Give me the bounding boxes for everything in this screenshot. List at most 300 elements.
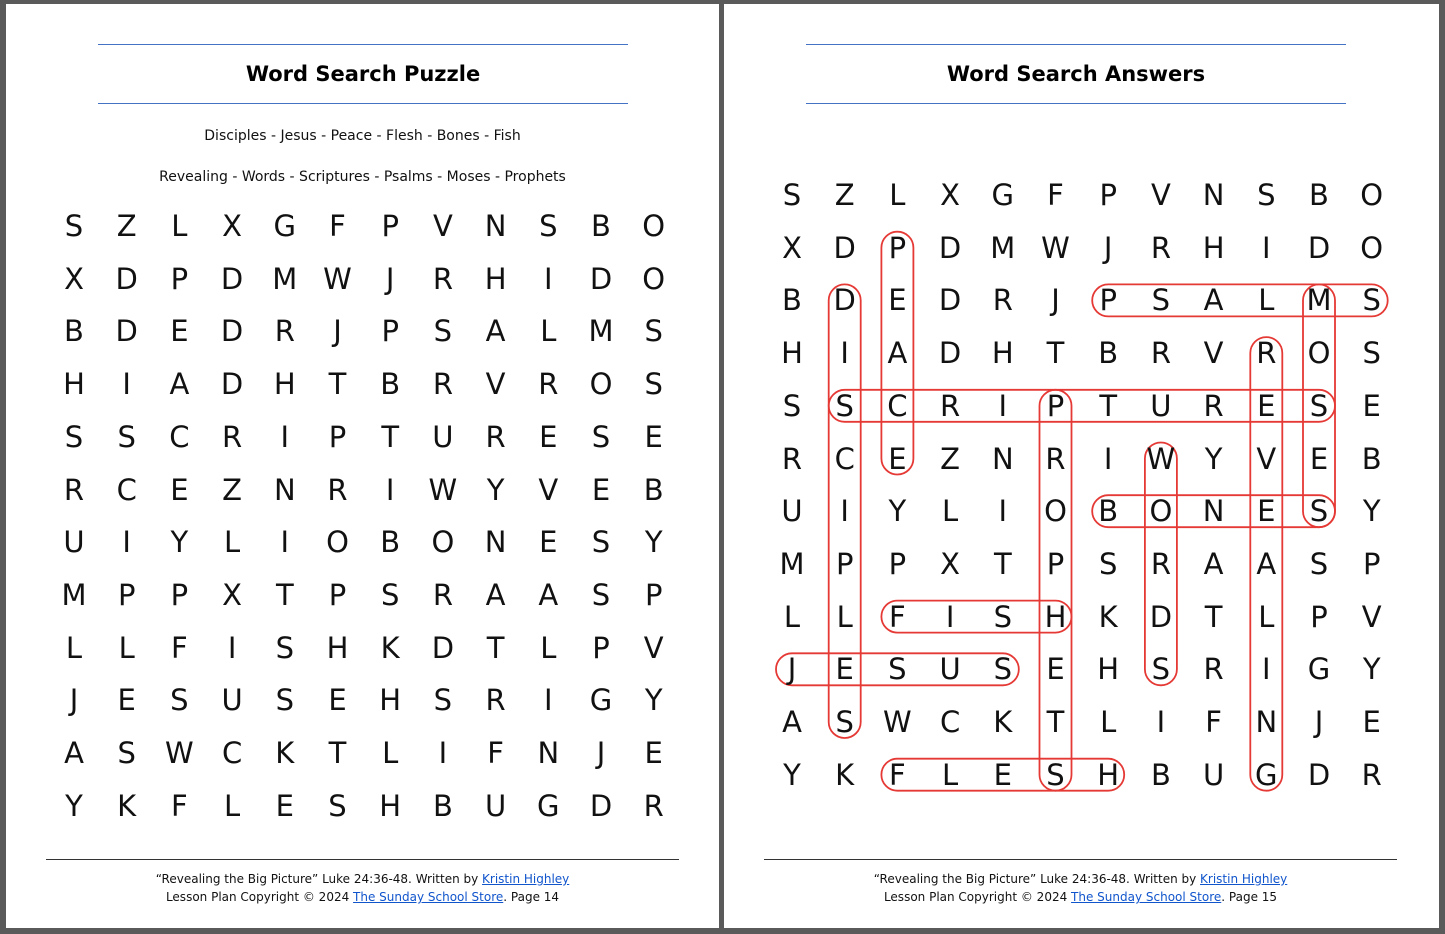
- answer-cell-r11-c1: K: [835, 757, 855, 792]
- puzzle-cell-r7-c1: P: [117, 577, 136, 612]
- puzzle-cell-r11-c9: G: [537, 788, 560, 823]
- puzzle-cell-r10-c2: W: [165, 736, 194, 770]
- puzzle-cell-r5-c6: I: [385, 472, 395, 507]
- puzzle-cell-r5-c5: R: [327, 472, 348, 507]
- answer-cell-r1-c11: O: [1360, 230, 1384, 265]
- answer-cell-r11-c7: B: [1150, 757, 1171, 792]
- puzzle-cell-r10-c7: I: [438, 736, 448, 770]
- puzzle-cell-r5-c3: Z: [222, 472, 243, 507]
- puzzle-cell-r2-c3: D: [220, 314, 244, 349]
- puzzle-cell-r0-c9: S: [539, 209, 558, 243]
- answer-cell-r5-c1: C: [834, 441, 855, 476]
- answer-cell-r9-c8: R: [1203, 652, 1224, 687]
- answer-cell-r5-c8: Y: [1204, 441, 1223, 476]
- answer-cell-r7-c11: P: [1362, 546, 1381, 581]
- puzzle-cell-r10-c1: S: [117, 736, 136, 770]
- puzzle-cell-r6-c0: U: [63, 525, 85, 560]
- answer-cell-r5-c6: I: [1103, 441, 1113, 476]
- puzzle-cell-r11-c7: B: [432, 788, 453, 823]
- answer-cell-r6-c7: O: [1149, 494, 1173, 529]
- answer-cell-r7-c8: A: [1203, 546, 1224, 581]
- answer-cell-r9-c1: E: [835, 652, 854, 687]
- answer-cell-r10-c9: N: [1255, 705, 1278, 739]
- author-link[interactable]: Kristin Highley: [482, 872, 570, 886]
- puzzle-cell-r7-c0: M: [61, 577, 87, 612]
- puzzle-cell-r0-c10: B: [591, 209, 611, 243]
- answer-cell-r8-c10: P: [1310, 599, 1328, 634]
- answer-cell-r2-c6: P: [1099, 283, 1117, 318]
- answer-cell-r4-c2: C: [887, 388, 908, 423]
- answer-cell-r1-c10: D: [1307, 230, 1331, 265]
- answer-cell-r3-c1: I: [840, 336, 849, 371]
- answer-cell-r10-c7: I: [1156, 705, 1166, 739]
- answer-cell-r5-c2: E: [888, 441, 907, 476]
- puzzle-cell-r11-c10: D: [589, 788, 613, 823]
- puzzle-cell-r1-c1: D: [115, 261, 138, 296]
- puzzle-cell-r6-c5: O: [326, 525, 349, 560]
- answer-cell-r5-c0: R: [781, 441, 803, 476]
- answer-cell-r6-c5: O: [1044, 494, 1067, 529]
- puzzle-cell-r4-c3: R: [222, 419, 243, 454]
- answer-cell-r10-c0: A: [782, 705, 802, 739]
- answer-cell-r2-c11: S: [1362, 283, 1381, 318]
- puzzle-cell-r4-c5: P: [328, 419, 347, 454]
- puzzle-cell-r8-c6: K: [380, 630, 400, 665]
- answer-cell-r8-c4: S: [993, 599, 1012, 634]
- answer-cell-r9-c2: S: [888, 652, 907, 687]
- puzzle-cell-r5-c11: B: [643, 472, 664, 507]
- footer: [46, 870, 679, 906]
- answer-cell-r8-c2: F: [889, 599, 906, 634]
- answer-cell-r11-c8: U: [1202, 757, 1225, 792]
- puzzle-cell-r8-c1: L: [118, 630, 135, 665]
- puzzle-cell-r3-c5: T: [328, 367, 347, 402]
- answer-cell-r8-c3: I: [945, 599, 955, 634]
- answer-cell-r3-c11: S: [1362, 336, 1381, 371]
- answer-cell-r7-c0: M: [779, 546, 805, 581]
- answer-cell-r2-c7: S: [1151, 283, 1171, 318]
- answer-cell-r3-c7: R: [1150, 336, 1171, 371]
- puzzle-cell-r2-c4: R: [274, 314, 295, 349]
- puzzle-cell-r11-c0: Y: [65, 788, 83, 823]
- answer-cell-r7-c2: P: [888, 546, 907, 581]
- puzzle-cell-r1-c8: H: [484, 261, 507, 296]
- puzzle-cell-r9-c9: I: [544, 683, 553, 718]
- answer-cell-r7-c10: S: [1309, 546, 1329, 581]
- puzzle-cell-r2-c10: M: [588, 314, 614, 349]
- puzzle-cell-r7-c2: P: [170, 577, 189, 612]
- puzzle-cell-r3-c3: D: [220, 367, 244, 402]
- answer-cell-r6-c3: L: [942, 494, 959, 529]
- answer-cell-r4-c6: T: [1099, 388, 1118, 423]
- answer-cell-r1-c1: D: [833, 230, 856, 265]
- puzzle-cell-r5-c8: Y: [486, 472, 505, 507]
- answer-cell-r0-c11: O: [1360, 178, 1384, 212]
- puzzle-cell-r2-c1: D: [115, 314, 138, 349]
- answer-cell-r4-c7: U: [1150, 388, 1172, 423]
- puzzle-cell-r5-c4: N: [273, 472, 296, 507]
- answer-cell-r7-c4: T: [993, 546, 1012, 581]
- puzzle-cell-r6-c3: L: [224, 525, 241, 560]
- answer-cell-r6-c11: Y: [1362, 494, 1381, 529]
- answer-cell-r5-c7: W: [1146, 441, 1176, 476]
- answer-cell-r3-c9: R: [1256, 336, 1277, 371]
- puzzle-cell-r3-c2: A: [169, 367, 190, 402]
- answer-cell-r2-c1: D: [833, 283, 856, 318]
- puzzle-cell-r10-c9: N: [537, 736, 560, 770]
- puzzle-cell-r1-c6: J: [385, 261, 395, 296]
- puzzle-cell-r3-c9: R: [538, 367, 559, 402]
- puzzle-cell-r3-c8: V: [485, 367, 506, 402]
- puzzle-cell-r8-c9: L: [540, 630, 557, 665]
- puzzle-cell-r0-c3: X: [222, 209, 243, 243]
- answer-cell-r3-c3: D: [938, 336, 962, 371]
- answer-cell-r0-c8: N: [1202, 178, 1225, 212]
- puzzle-cell-r9-c2: S: [170, 683, 189, 718]
- puzzle-cell-r4-c10: S: [591, 419, 611, 454]
- title-bottom-rule: [98, 103, 628, 104]
- answer-cell-r3-c6: B: [1098, 336, 1119, 371]
- puzzle-cell-r11-c6: H: [379, 788, 402, 823]
- puzzle-cell-r8-c7: D: [431, 630, 455, 665]
- answer-cell-r11-c0: Y: [783, 757, 801, 792]
- answer-cell-r5-c9: V: [1256, 441, 1277, 476]
- footer: [764, 870, 1397, 906]
- answer-cell-r1-c3: D: [938, 230, 962, 265]
- puzzle-cell-r0-c11: O: [642, 209, 666, 243]
- answer-cell-r9-c0: J: [787, 652, 797, 687]
- answer-cell-r4-c8: R: [1203, 388, 1224, 423]
- answer-cell-r9-c6: H: [1097, 652, 1120, 687]
- answer-cell-r3-c10: O: [1307, 336, 1331, 371]
- puzzle-cell-r0-c5: F: [329, 209, 346, 243]
- answer-cell-r5-c10: E: [1309, 441, 1329, 476]
- puzzle-cell-r10-c0: A: [64, 736, 84, 770]
- puzzle-cell-r0-c2: L: [171, 209, 188, 243]
- answer-cell-r7-c7: R: [1150, 546, 1171, 581]
- puzzle-cell-r4-c11: E: [644, 419, 663, 454]
- puzzle-cell-r1-c10: D: [589, 261, 613, 296]
- answer-cell-r4-c9: E: [1257, 388, 1276, 423]
- puzzle-cell-r0-c7: V: [432, 209, 453, 243]
- puzzle-cell-r6-c6: B: [380, 525, 401, 560]
- puzzle-cell-r6-c9: E: [539, 525, 558, 560]
- answer-cell-r4-c4: I: [998, 388, 1008, 423]
- answer-cell-r6-c4: I: [998, 494, 1008, 529]
- answer-cell-r1-c5: W: [1041, 230, 1070, 265]
- puzzle-cell-r10-c8: F: [487, 736, 504, 770]
- puzzle-cell-r11-c3: L: [224, 788, 241, 823]
- answer-cell-r11-c9: G: [1255, 757, 1278, 792]
- answer-cell-r8-c0: L: [783, 599, 801, 634]
- answer-cell-r2-c2: E: [888, 283, 907, 318]
- puzzle-cell-r7-c7: R: [432, 577, 453, 612]
- answer-cell-r6-c1: I: [840, 494, 849, 529]
- title-top-rule: [806, 44, 1346, 45]
- answer-cell-r4-c1: S: [835, 388, 854, 423]
- answer-cell-r10-c11: E: [1362, 705, 1381, 739]
- footer-line-2: Lesson Plan Copyright © 2024 The Sunday School Store. Page 14: [165, 890, 560, 904]
- puzzle-cell-r4-c1: S: [117, 419, 136, 454]
- answer-cell-r1-c2: P: [888, 230, 907, 265]
- puzzle-cell-r3-c11: S: [644, 367, 663, 402]
- puzzle-cell-r8-c5: H: [326, 630, 349, 665]
- puzzle-cell-r11-c1: K: [117, 788, 137, 823]
- answer-cell-r11-c5: S: [1046, 757, 1065, 792]
- puzzle-cell-r9-c8: R: [485, 683, 506, 718]
- footer-line-1: “Revealing the Big Picture” Luke 24:36-48. Written by Kristin Highley: [155, 872, 570, 886]
- title-top-rule: [98, 44, 628, 45]
- answer-cell-r0-c0: S: [782, 178, 802, 212]
- puzzle-cell-r4-c0: S: [64, 419, 84, 454]
- answer-cell-r4-c10: S: [1309, 388, 1329, 423]
- answer-cell-r10-c6: L: [1100, 705, 1117, 739]
- answer-cell-r4-c3: R: [940, 388, 961, 423]
- answer-cell-r8-c11: V: [1361, 599, 1382, 634]
- puzzle-cell-r10-c10: J: [596, 736, 606, 770]
- answer-cell-r11-c10: D: [1307, 757, 1331, 792]
- puzzle-cell-r11-c11: R: [643, 788, 664, 823]
- answer-cell-r2-c3: D: [938, 283, 962, 318]
- puzzle-cell-r4-c9: E: [539, 419, 558, 454]
- answer-cell-r2-c9: L: [1258, 283, 1275, 318]
- puzzle-cell-r7-c8: A: [485, 577, 506, 612]
- puzzle-cell-r10-c6: L: [382, 736, 399, 770]
- puzzle-cell-r3-c1: I: [122, 367, 131, 402]
- answer-cell-r2-c5: J: [1051, 283, 1060, 318]
- answer-cell-r5-c5: R: [1045, 441, 1066, 476]
- puzzle-cell-r5-c7: W: [428, 472, 458, 507]
- answer-cell-r0-c6: P: [1099, 178, 1117, 212]
- answer-cell-r8-c5: H: [1044, 599, 1067, 634]
- puzzle-cell-r4-c7: U: [432, 419, 454, 454]
- puzzle-cell-r6-c8: N: [484, 525, 507, 560]
- footer-line-1: “Revealing the Big Picture” Luke 24:36-48. Written by Kristin Highley: [873, 872, 1288, 886]
- word-list-line-2: Revealing - Words - Scriptures - Psalms - Moses - Prophets: [159, 169, 566, 185]
- puzzle-cell-r11-c4: E: [275, 788, 294, 823]
- answer-cell-r8-c8: T: [1204, 599, 1223, 634]
- puzzle-cell-r2-c2: E: [170, 314, 189, 349]
- letter-grid: [48, 200, 680, 832]
- store-link[interactable]: The Sunday School Store: [353, 890, 504, 904]
- answer-cell-r1-c0: X: [782, 230, 802, 265]
- puzzle-cell-r1-c9: I: [544, 261, 553, 296]
- answer-cell-r0-c7: V: [1150, 178, 1171, 212]
- puzzle-cell-r7-c9: A: [538, 577, 559, 612]
- footer-rule: [46, 859, 679, 860]
- puzzle-cell-r8-c0: L: [65, 630, 83, 665]
- answer-cell-r1-c4: M: [990, 230, 1016, 265]
- answer-cell-r8-c6: K: [1098, 599, 1118, 634]
- puzzle-cell-r0-c4: G: [273, 209, 297, 243]
- puzzle-cell-r3-c4: H: [273, 367, 296, 402]
- puzzle-cell-r9-c11: Y: [644, 683, 663, 718]
- puzzle-cell-r1-c3: D: [220, 261, 244, 296]
- puzzle-cell-r7-c11: P: [644, 577, 663, 612]
- puzzle-cell-r11-c8: U: [484, 788, 507, 823]
- puzzle-cell-r8-c4: S: [275, 630, 294, 665]
- puzzle-cell-r1-c7: R: [432, 261, 453, 296]
- answer-cell-r5-c4: N: [991, 441, 1014, 476]
- answer-cell-r7-c5: P: [1046, 546, 1065, 581]
- puzzle-cell-r7-c4: T: [275, 577, 294, 612]
- puzzle-cell-r7-c6: S: [380, 577, 400, 612]
- answer-cell-r6-c6: B: [1098, 494, 1119, 529]
- puzzle-title: Word Search Puzzle: [245, 62, 481, 86]
- answer-cell-r4-c11: E: [1362, 388, 1381, 423]
- answer-cell-r11-c2: F: [889, 757, 906, 792]
- puzzle-cell-r4-c4: I: [280, 419, 290, 454]
- puzzle-cell-r8-c11: V: [643, 630, 664, 665]
- answer-cell-r2-c10: M: [1306, 283, 1332, 318]
- answer-cell-r10-c2: W: [883, 705, 912, 739]
- answer-cell-r2-c8: A: [1203, 283, 1224, 318]
- answer-cell-r9-c7: S: [1151, 652, 1171, 687]
- answer-cell-r9-c4: S: [993, 652, 1012, 687]
- answer-cell-r9-c10: G: [1307, 652, 1331, 687]
- puzzle-cell-r1-c0: X: [64, 261, 84, 296]
- puzzle-cell-r5-c0: R: [63, 472, 85, 507]
- answer-cell-r2-c4: R: [992, 283, 1013, 318]
- answer-cell-r3-c5: T: [1046, 336, 1065, 371]
- puzzle-cell-r8-c10: P: [592, 630, 610, 665]
- answer-cell-r0-c1: Z: [834, 178, 855, 212]
- puzzle-cell-r3-c6: B: [380, 367, 401, 402]
- answer-cell-r8-c7: D: [1149, 599, 1173, 634]
- puzzle-cell-r11-c2: F: [171, 788, 188, 823]
- answer-cell-r0-c5: F: [1047, 178, 1064, 212]
- puzzle-cell-r6-c7: O: [431, 525, 455, 560]
- answer-cell-r4-c0: S: [782, 388, 802, 423]
- puzzle-cell-r2-c9: L: [540, 314, 557, 349]
- puzzle-cell-r0-c1: Z: [116, 209, 137, 243]
- puzzle-cell-r6-c10: S: [591, 525, 611, 560]
- answer-cell-r8-c1: L: [836, 599, 853, 634]
- answer-cell-r0-c10: B: [1309, 178, 1329, 212]
- answer-cell-r11-c11: R: [1361, 757, 1382, 792]
- answer-cell-r10-c10: J: [1314, 705, 1324, 739]
- title-bottom-rule: [806, 103, 1346, 104]
- puzzle-cell-r9-c1: E: [117, 683, 136, 718]
- puzzle-cell-r5-c10: E: [591, 472, 611, 507]
- puzzle-cell-r8-c2: F: [171, 630, 188, 665]
- puzzle-cell-r9-c0: J: [69, 683, 79, 718]
- footer-rule: [764, 859, 1397, 860]
- author-link[interactable]: Kristin Highley: [1200, 872, 1288, 886]
- puzzle-cell-r3-c0: H: [63, 367, 85, 402]
- puzzle-cell-r0-c8: N: [484, 209, 507, 243]
- answer-cell-r5-c3: Z: [940, 441, 961, 476]
- answer-cell-r10-c3: C: [939, 705, 961, 739]
- answer-cell-r9-c11: Y: [1362, 652, 1381, 687]
- puzzle-cell-r9-c5: E: [328, 683, 347, 718]
- answer-cell-r0-c4: G: [991, 178, 1015, 212]
- answer-cell-r6-c8: N: [1202, 494, 1225, 529]
- answer-cell-r1-c9: I: [1262, 230, 1271, 265]
- puzzle-cell-r3-c10: O: [589, 367, 613, 402]
- answer-cell-r11-c4: E: [993, 757, 1012, 792]
- puzzle-cell-r7-c10: S: [591, 577, 611, 612]
- answer-cell-r7-c1: P: [835, 546, 854, 581]
- answer-cell-r3-c8: V: [1203, 336, 1224, 371]
- answer-cell-r1-c6: J: [1103, 230, 1113, 265]
- puzzle-cell-r4-c2: C: [169, 419, 190, 454]
- puzzle-cell-r9-c10: G: [589, 683, 613, 718]
- puzzle-cell-r11-c5: S: [328, 788, 347, 823]
- puzzle-cell-r2-c8: A: [485, 314, 506, 349]
- puzzle-cell-r8-c8: T: [486, 630, 505, 665]
- answer-cell-r9-c3: U: [939, 652, 961, 687]
- answer-cell-r11-c3: L: [942, 757, 959, 792]
- puzzle-cell-r5-c2: E: [170, 472, 189, 507]
- answer-cell-r2-c0: B: [782, 283, 802, 318]
- puzzle-cell-r1-c5: W: [323, 261, 352, 296]
- puzzle-cell-r7-c3: X: [222, 577, 243, 612]
- puzzle-cell-r2-c7: S: [433, 314, 453, 349]
- puzzle-cell-r0-c6: P: [381, 209, 399, 243]
- puzzle-cell-r5-c1: C: [116, 472, 137, 507]
- footer-line-2: Lesson Plan Copyright © 2024 The Sunday School Store. Page 15: [883, 890, 1278, 904]
- answer-cell-r7-c9: A: [1256, 546, 1277, 581]
- answer-cell-r11-c6: H: [1097, 757, 1120, 792]
- puzzle-cell-r7-c5: P: [328, 577, 347, 612]
- puzzle-cell-r4-c6: T: [381, 419, 400, 454]
- answer-cell-r3-c2: A: [887, 336, 908, 371]
- answer-cell-r4-c5: P: [1046, 388, 1065, 423]
- answer-grid: [766, 169, 1398, 801]
- puzzle-cell-r9-c7: S: [433, 683, 453, 718]
- answer-cell-r7-c6: S: [1098, 546, 1118, 581]
- answer-cell-r5-c11: B: [1361, 441, 1382, 476]
- answer-cell-r1-c8: H: [1202, 230, 1225, 265]
- answer-cell-r3-c4: H: [991, 336, 1014, 371]
- answer-cell-r3-c0: H: [781, 336, 803, 371]
- answer-cell-r7-c3: X: [940, 546, 961, 581]
- answers-title: Word Search Answers: [946, 62, 1206, 86]
- puzzle-cell-r2-c6: P: [381, 314, 399, 349]
- puzzle-cell-r3-c7: R: [432, 367, 453, 402]
- puzzle-cell-r6-c11: Y: [644, 525, 663, 560]
- puzzle-cell-r10-c3: C: [221, 736, 243, 770]
- answer-cell-r9-c9: I: [1262, 652, 1271, 687]
- puzzle-cell-r10-c11: E: [644, 736, 663, 770]
- answer-cell-r6-c0: U: [781, 494, 803, 529]
- puzzle-cell-r9-c6: H: [379, 683, 402, 718]
- puzzle-cell-r0-c0: S: [64, 209, 84, 243]
- puzzle-cell-r6-c2: Y: [170, 525, 189, 560]
- puzzle-cell-r1-c11: O: [642, 261, 666, 296]
- answer-cell-r10-c5: T: [1046, 705, 1065, 739]
- puzzle-cell-r5-c9: V: [538, 472, 559, 507]
- answer-cell-r6-c2: Y: [888, 494, 907, 529]
- puzzle-cell-r4-c8: R: [485, 419, 506, 454]
- answer-cell-r0-c9: S: [1257, 178, 1276, 212]
- answer-cell-r9-c5: E: [1046, 652, 1065, 687]
- answer-cell-r0-c3: X: [940, 178, 961, 212]
- puzzle-cell-r1-c4: M: [272, 261, 298, 296]
- puzzle-cell-r6-c1: I: [122, 525, 131, 560]
- word-list-line-1: Disciples - Jesus - Peace - Flesh - Bones - Fish: [204, 128, 521, 144]
- answer-cell-r1-c7: R: [1150, 230, 1171, 265]
- puzzle-cell-r2-c11: S: [644, 314, 663, 349]
- store-link[interactable]: The Sunday School Store: [1071, 890, 1222, 904]
- answer-cell-r10-c1: S: [835, 705, 854, 739]
- answer-cell-r10-c8: F: [1205, 705, 1222, 739]
- answer-cell-r6-c9: E: [1257, 494, 1276, 529]
- puzzle-cell-r2-c5: J: [333, 314, 342, 349]
- answer-cell-r10-c4: K: [993, 705, 1013, 739]
- puzzle-page: [6, 4, 719, 928]
